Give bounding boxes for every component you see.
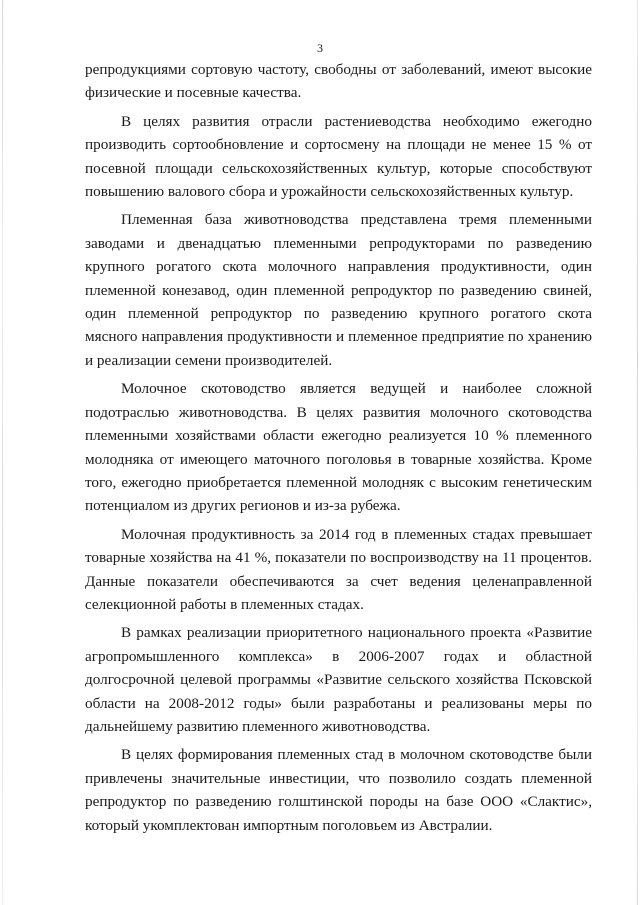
paragraph-7: В целях формирования племенных стад в молочном скотоводстве были привлечены значительные инвестиции, что позволило создать племенной репродуктор по разведению голштинской породы на базе ООО «Слактис», который укомплектован импортным поголовьем из Австралии.	[85, 746, 592, 834]
page-number: 3	[317, 41, 323, 55]
paragraph-3: Племенная база животноводства представлена тремя племенными заводами и двенадцатью племенными репродукторами по разведению крупного рогатого скота молочного направления продуктивности, один племенной конезавод, один племенной репродуктор по разведению свиней, один племенной репродуктор по разведению крупного рогатого скота мясного направления продуктивности и племенное предприятие по хранению и реализации семени производителей.	[85, 211, 592, 369]
paragraph-6: В рамках реализации приоритетного национального проекта «Развитие агропромышленного комплекса» в 2006-2007 годах и областной долгосрочной целевой программы «Развитие сельского хозяйства Псковской области на 2008-2012 годы» были разработаны и реализованы меры по дальнейшему развитию племенного животноводства.	[85, 624, 592, 735]
document-body	[85, 58, 592, 842]
scan-edge-left	[2, 0, 3, 905]
paragraph-5: Молочная продуктивность за 2014 год в племенных стадах превышает товарные хозяйства на 41 %, показатели по воспроизводству на 11 процентов. Данные показатели обеспечиваются за счет ведения целенаправленной селекционной работы в племенных стадах.	[85, 525, 592, 613]
paragraph-1: репродукциями сортовую частоту, свободны от заболеваний, имеют высокие физические и посевные качества.	[85, 61, 592, 102]
paragraph-4: Молочное скотоводство является ведущей и наиболее сложной подотраслью животноводства. В целях развития молочного скотоводства племенными хозяйствами области ежегодно реализуется 10 % племенного молодняка от имеющего маточного поголовья в товарные хозяйства. Кроме того, ежегодно приобретается племенной молодняк с высоким генетическим потенциалом из других регионов и из-за рубежа.	[85, 380, 592, 515]
scan-edge-right	[637, 0, 638, 905]
paragraph-2: В целях развития отрасли растениеводства необходимо ежегодно производить сортообновление и сортосмену на площади не менее 15 % от посевной площади сельскохозяйственных культур, которые способствуют повышению валового сбора и урожайности сельскохозяйственных культур.	[85, 112, 592, 201]
